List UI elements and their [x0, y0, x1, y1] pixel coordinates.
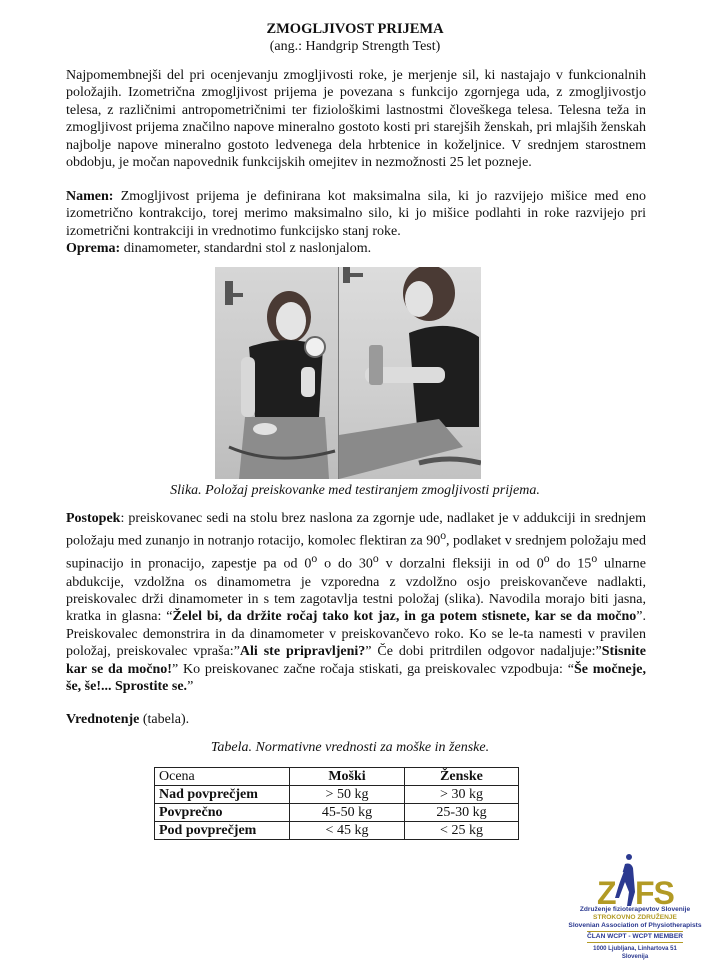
row-label: Nad povprečjem — [155, 786, 290, 804]
row-label: Pod povprečjem — [155, 822, 290, 840]
page-title: ZMOGLJIVOST PRIJEMA — [266, 21, 444, 37]
instruction-quote: Še močneje, še, še!... Sprostite se. — [66, 661, 646, 694]
logo-line-3: Slovenian Association of Physiotherapists — [568, 922, 702, 929]
vrednotenje-text: (tabela). — [139, 712, 190, 727]
postopek-text: ” — [187, 678, 194, 694]
postopek-text: do 15 — [549, 557, 592, 573]
vrednotenje-paragraph — [66, 711, 646, 728]
cell-moski: 45-50 kg — [290, 804, 405, 822]
zfs-logo-mark-icon — [595, 852, 675, 907]
logo-line-4: ČLAN WCPT - WCPT MEMBER — [587, 933, 683, 940]
photo-side-view — [339, 267, 481, 479]
test-position-photo — [215, 267, 481, 479]
row-label: Povprečno — [155, 804, 290, 822]
postopek-paragraph — [66, 510, 646, 695]
table-header-row — [155, 768, 519, 786]
table-row — [155, 786, 519, 804]
postopek-label: Postopek — [66, 511, 121, 526]
logo-line-6: Slovenija — [621, 954, 649, 960]
degree-sup: o — [591, 552, 598, 566]
table-row — [155, 822, 519, 840]
postopek-text: v dorzalni fleksiji in od 0 — [378, 557, 544, 573]
namen-label: Namen: — [66, 189, 114, 204]
namen-text: Zmogljivost prijema je definirana kot maksimalna sila, ki jo razvijejo mišice med eno izometrično kontrakcijo, torej merimo maksimalno silo, ki jo mišice podlahti in roke razvijejo pri izometrični kontrakciji in vrednotimo funkcijsko stanj roke. — [66, 189, 646, 239]
postopek-text: ” Če dobi pritrdilen odgovor nadaljuje:” — [365, 644, 602, 660]
column-header-zenske: Ženske — [405, 768, 519, 786]
logo-line-5: 1000 Ljubljana, Linhartova 51 — [593, 946, 677, 952]
degree-sup: o — [543, 552, 550, 566]
logo-divider — [587, 931, 683, 932]
column-header-ocena: Ocena — [155, 768, 290, 786]
postopek-text: ulnarne abdukcije, vzdolžna os dinamometra je vzporedna z vzdolžno osjo preiskovančeve nadlakti, preiskovalec drži dinamometer in s tem zagotavlja testni položaj (slika). Navodila morajo biti jasna, kratka in glasna: “ — [66, 557, 647, 625]
cell-zenske: > 30 kg — [405, 786, 519, 804]
intro-paragraph: Najpomembnejši del pri ocenjevanju zmogljivosti roke, je merjenje sil, ki nastajajo v funkcionalnih položajih. Izometrična zmogljivost prijema je povezana s funkcijo zgornjega uda, z zmogljivostjo telesa, z različnimi antropometričnimi ter fiziološkimi lastnostmi človeškega telesa. Telesna teža in zmogljivost prijema značilno napove mineralno gostoto kosti pri starejših ženskah, pri mlajših ženskah najbolje napove mineralno gostoto ledvenega dela hrbtenice in koželjnice. V srednjem starostnem obdobju, je močan napovednik funkcijskih omejitev in nezmožnosti 25 let pozneje. — [66, 68, 646, 171]
logo-line-2: STROKOVNO ZDRUŽENJE — [593, 914, 677, 921]
postopek-text: o do 30 — [317, 557, 373, 573]
page-subtitle: (ang.: Handgrip Strength Test) — [269, 39, 441, 54]
postopek-text: : preiskovanec sedi na stolu brez naslona za zgornje ude, nadlaket je v addukciji in srednjem položaju med zunanjo in notranjo rotacijo, komolec flektiran za 90 — [66, 511, 646, 550]
logo-line-1: Združenje fizioterapevtov Slovenije — [579, 906, 691, 913]
seated-person-side-icon — [339, 267, 481, 479]
svg-text:Z: Z — [597, 875, 616, 907]
instruction-quote: Želel bi, da držite ročaj tako kot jaz, in ga potem stisnete, kar se da močno — [172, 609, 637, 625]
column-header-moski: Moški — [290, 768, 405, 786]
degree-sup: o — [440, 529, 447, 543]
normative-values-table — [154, 767, 519, 840]
postopek-text: , podlaket v srednjem položaju med supinacijo in pronacijo, zapestje pa od 0 — [66, 534, 646, 573]
instruction-quote: Stisnite kar se da močno! — [66, 644, 647, 677]
postopek-text: ” Ko preiskovanec začne ročaja stiskati, ga preiskovalec vzpodbuja: “ — [171, 661, 574, 677]
table-caption: Tabela. Normativne vrednosti za moške in ženske. — [210, 740, 490, 755]
oprema-text: dinamometer, standardni stol z naslonjalom. — [120, 241, 372, 256]
svg-text:FS: FS — [635, 875, 674, 907]
cell-moski: < 45 kg — [290, 822, 405, 840]
photo-front-view — [215, 267, 338, 479]
degree-sup: o — [372, 552, 379, 566]
logo-divider — [587, 942, 683, 943]
degree-sup: o — [311, 552, 318, 566]
cell-zenske: 25-30 kg — [405, 804, 519, 822]
oprema-paragraph — [66, 240, 646, 257]
cell-moski: > 50 kg — [290, 786, 405, 804]
figure-caption: Slika. Položaj preiskovanke med testiranjem zmogljivosti prijema. — [170, 483, 540, 498]
namen-paragraph — [66, 188, 646, 240]
cell-zenske: < 25 kg — [405, 822, 519, 840]
postopek-text: ”. Preiskovalec demonstrira in da dinamometer v preiskovančevo roko. Ko se le-ta namesti v pravilen položaj, preiskovalec vpraša:” — [66, 609, 646, 660]
oprema-label: Oprema: — [66, 241, 121, 256]
seated-person-front-icon — [215, 267, 338, 479]
zfs-logo — [565, 852, 705, 967]
vrednotenje-label: Vrednotenje — [66, 712, 140, 727]
instruction-quote: Ali ste pripravljeni? — [239, 644, 366, 660]
table-row — [155, 804, 519, 822]
